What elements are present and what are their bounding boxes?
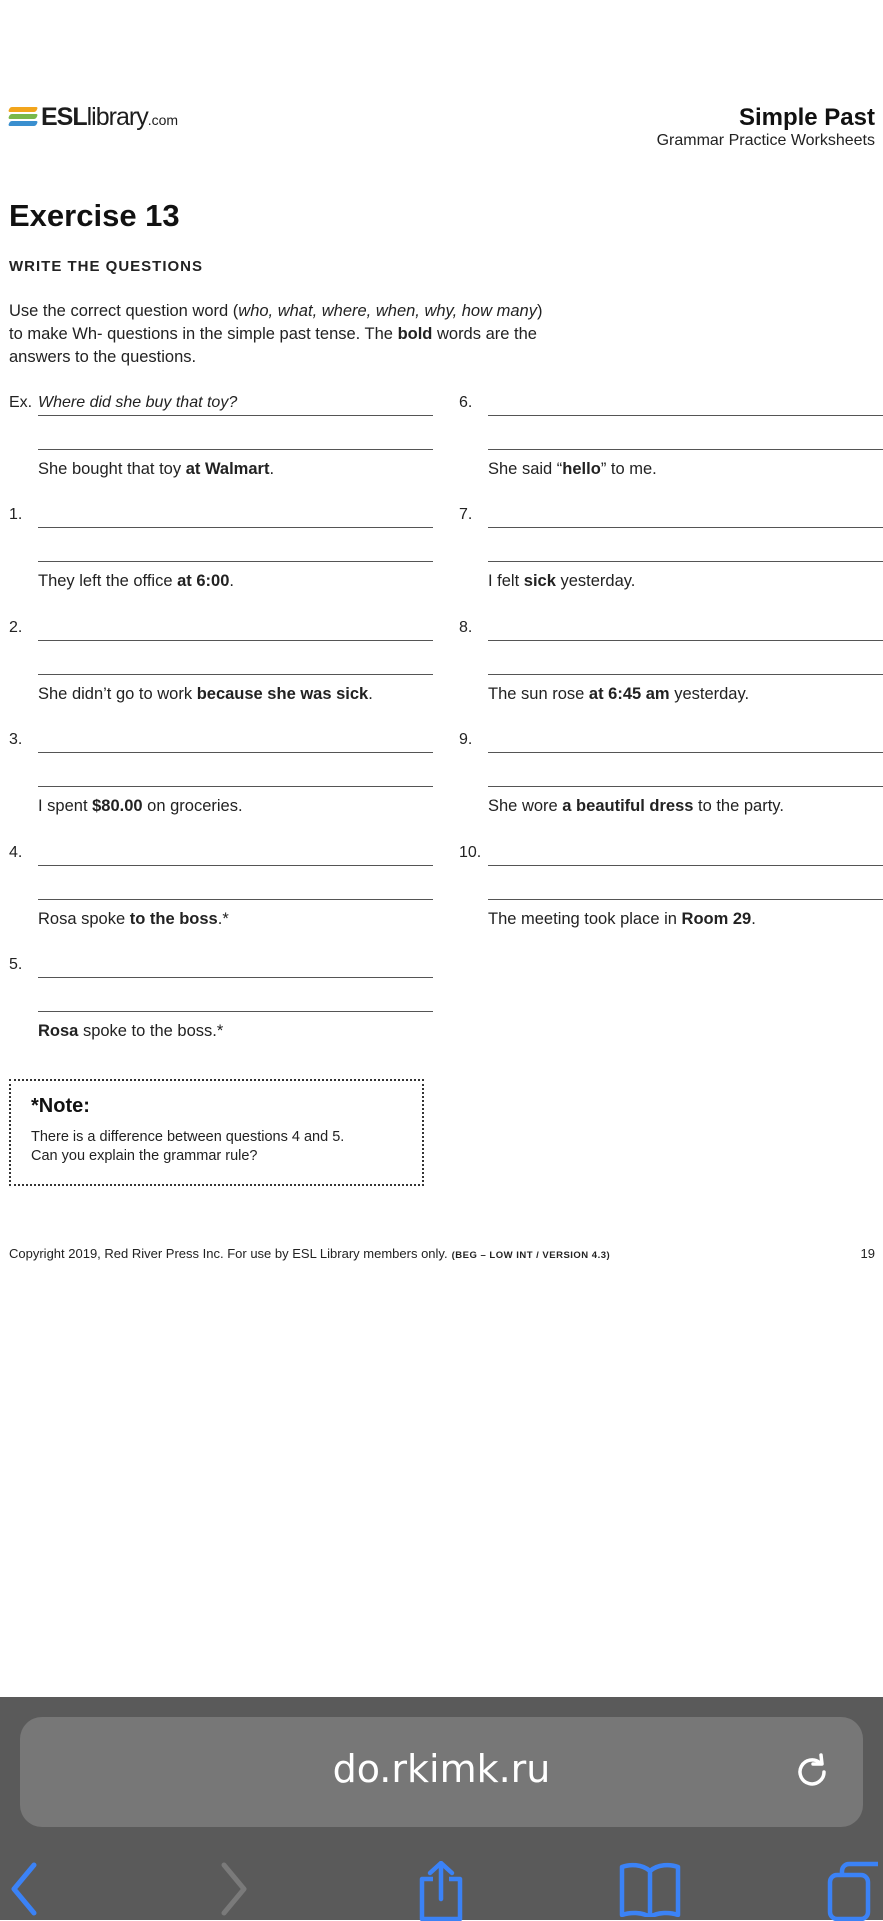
- answer-line[interactable]: [488, 415, 883, 416]
- answer-line[interactable]: [488, 899, 883, 900]
- note-title: *Note:: [31, 1095, 90, 1117]
- answer-line[interactable]: [488, 674, 883, 675]
- item-answer: I spent $80.00 on groceries.: [38, 797, 243, 815]
- example-label: Ex.: [9, 394, 33, 411]
- note-body: There is a difference between questions 4 and 5. Can you explain the grammar rule?: [31, 1129, 345, 1164]
- answer-line[interactable]: [488, 865, 883, 866]
- esl-library-logo[interactable]: [9, 100, 178, 134]
- url-text[interactable]: do.rkimk.ru: [332, 1747, 551, 1791]
- share-icon[interactable]: [416, 1861, 466, 1921]
- answer-line[interactable]: [38, 786, 433, 787]
- item-answer: She didn’t go to work because she was sick.: [38, 685, 373, 703]
- bookmarks-icon[interactable]: [618, 1861, 682, 1917]
- item-answer: They left the office at 6:00.: [38, 572, 234, 590]
- answer-line[interactable]: [38, 899, 433, 900]
- answer-line[interactable]: [38, 865, 433, 866]
- address-bar[interactable]: [20, 1717, 863, 1827]
- answer-line: [38, 415, 433, 416]
- logo-books-icon: [9, 103, 37, 131]
- browser-toolbar: [0, 1847, 883, 1920]
- worksheet-subtitle: Grammar Practice Worksheets: [656, 132, 875, 149]
- item-answer: The sun rose at 6:45 am yesterday.: [488, 685, 750, 703]
- item-answer: I felt sick yesterday.: [488, 572, 636, 590]
- answer-line[interactable]: [38, 1011, 433, 1012]
- answer-line[interactable]: [488, 561, 883, 562]
- answer-line[interactable]: [488, 752, 883, 753]
- answer-line[interactable]: [488, 640, 883, 641]
- page-number: 19: [860, 1246, 875, 1261]
- item-answer: The meeting took place in Room 29.: [488, 910, 756, 928]
- example-answer: She bought that toy at Walmart.: [38, 460, 275, 478]
- exercise-title: Exercise 13: [9, 198, 180, 233]
- answer-line[interactable]: [488, 527, 883, 528]
- exercise-subtitle: WRITE THE QUESTIONS: [9, 258, 204, 275]
- browser-chrome: [0, 1697, 883, 1920]
- example-question: Where did she buy that toy?: [38, 394, 238, 411]
- worksheet-title: Simple Past: [738, 104, 875, 131]
- item-answer: She wore a beautiful dress to the party.: [488, 797, 784, 815]
- answer-line[interactable]: [38, 752, 433, 753]
- reload-icon[interactable]: [791, 1751, 833, 1793]
- answer-line[interactable]: [38, 674, 433, 675]
- back-icon[interactable]: [8, 1861, 38, 1917]
- forward-icon[interactable]: [220, 1861, 250, 1917]
- item-answer: Rosa spoke to the boss.*: [38, 1022, 224, 1040]
- answer-line[interactable]: [38, 527, 433, 528]
- footer-copyright: Copyright 2019, Red River Press Inc. For use by ESL Library members only. (BEG – LOW INT / VERSION 4.3): [9, 1246, 611, 1261]
- worksheet-page: ESLlibrary.com Simple Past Grammar Practice Worksheets Exercise 13 WRITE THE QUESTIONS Use the correct question word (who, what, where, when, why, how many) to make Wh- questions in the simple past tense. The bold words are the answers to the questions. Ex. Where did she buy that toy? She bought that toy at Walmart. 1. They left the office at 6:00. 2. She didn’t go to work because she was sick. 3. I spent $80.00 on groceries. 4. Rosa spoke to the boss.* 5. Rosa spoke to the boss.* 6. She said “hello” to me. 7. I felt sick yesterday. 8. The sun rose at 6:45 am yesterday. 9. She wore a beautiful dress to the party. 10. The meeting took place in Room 29. *Note: There is a difference between questions 4 and 5. Can you explain the grammar rule? Copyright 2019, Red River Press Inc. For use by ESL Library members only. (BEG – LOW INT / VERSION 4.3) 19: [0, 0, 883, 1697]
- answer-line[interactable]: [38, 561, 433, 562]
- footer-version: (BEG – LOW INT / VERSION 4.3): [451, 1250, 611, 1261]
- answer-line[interactable]: [38, 640, 433, 641]
- answer-line[interactable]: [38, 977, 433, 978]
- logo-text: ESLlibrary.com: [41, 102, 179, 131]
- note-box: [9, 1079, 424, 1186]
- answer-line[interactable]: [488, 449, 883, 450]
- item-answer: She said “hello” to me.: [488, 460, 657, 478]
- exercise-instructions: Use the correct question word (who, what, where, when, why, how many) to make Wh- questions in the simple past tense. The bold words are the answers to the questions.: [9, 302, 543, 366]
- tabs-icon[interactable]: [826, 1861, 883, 1921]
- item-answer: Rosa spoke to the boss.*: [38, 910, 229, 928]
- answer-line[interactable]: [38, 449, 433, 450]
- answer-line[interactable]: [488, 786, 883, 787]
